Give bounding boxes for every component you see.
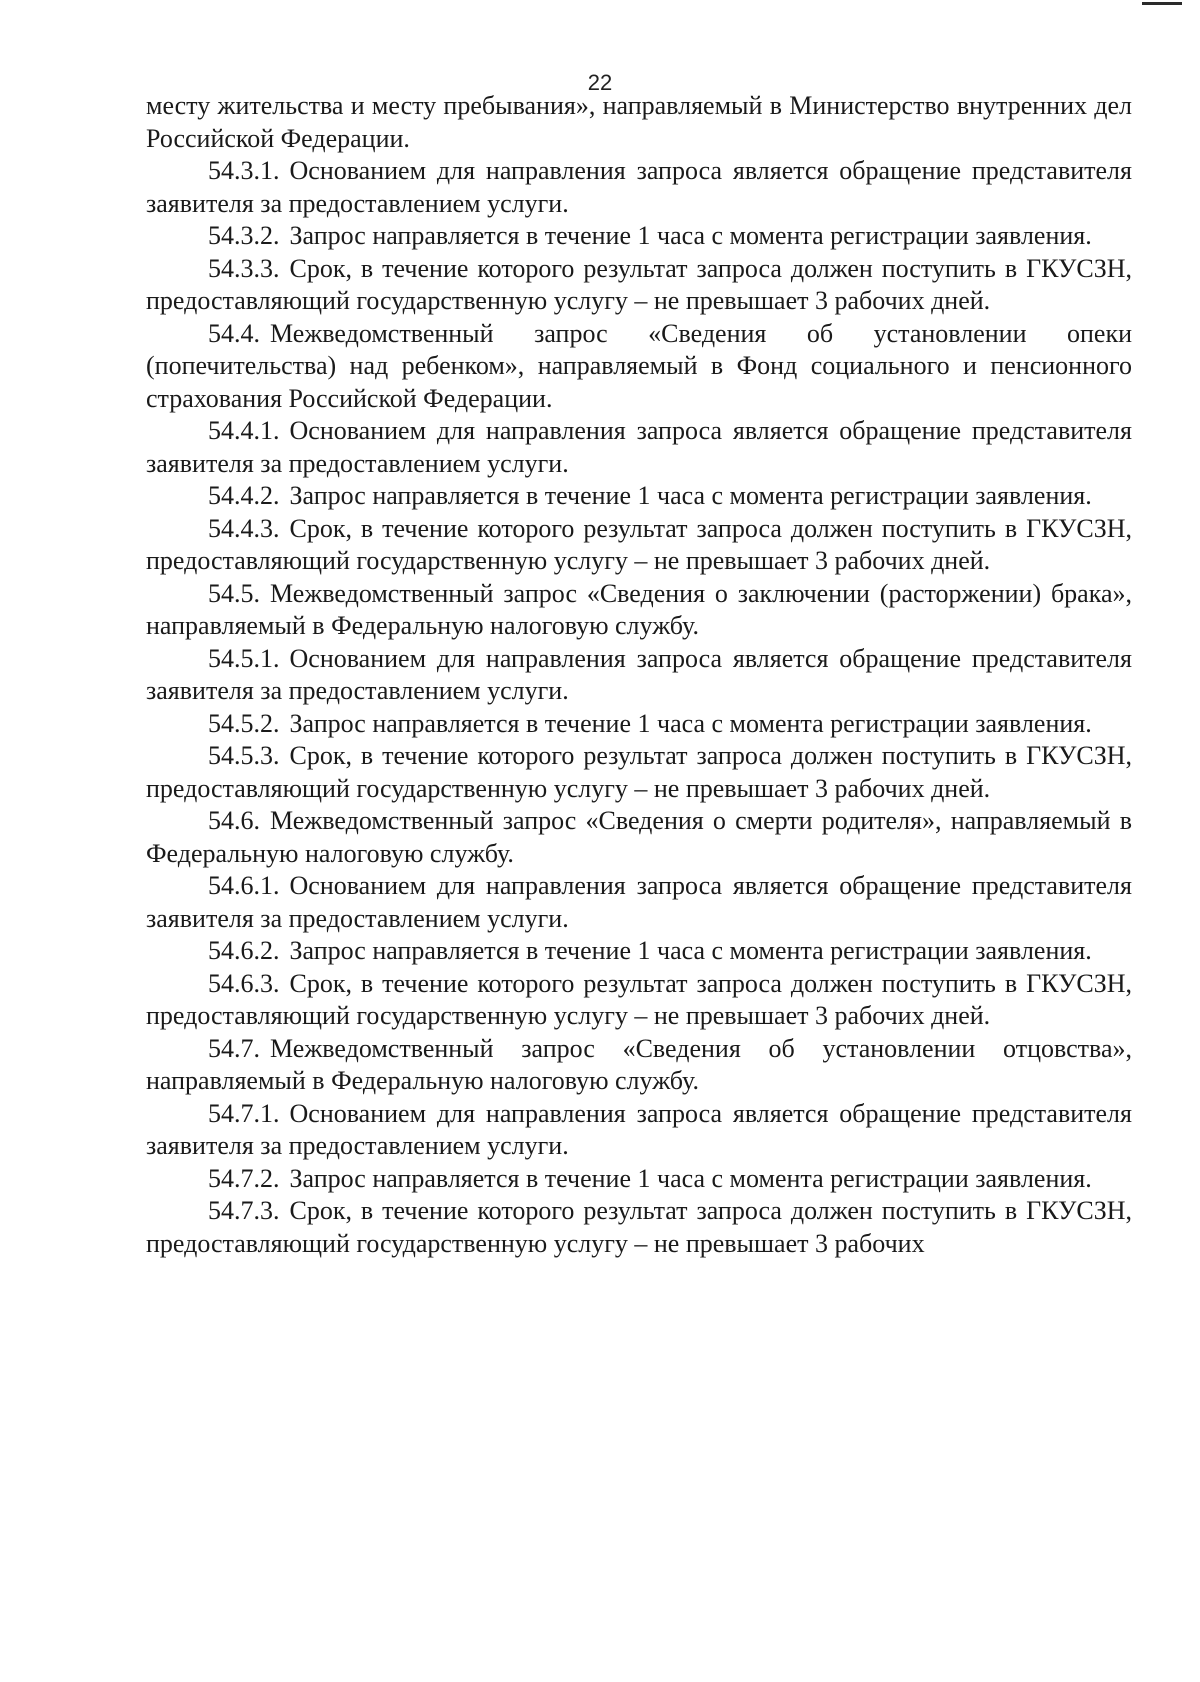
paragraph-text: Межведомственный запрос «Сведения о смерти родителя», направляемый в Федеральную налоговую службу. [146, 806, 1132, 868]
paragraph-54-7-3 [146, 1195, 1132, 1260]
paragraph-text: Запрос направляется в течение 1 часа с момента регистрации заявления. [289, 708, 1092, 738]
paragraph-54-4 [146, 318, 1132, 416]
paragraph-54-5-3 [146, 740, 1132, 805]
paragraph-text: Срок, в течение которого результат запроса должен поступить в ГКУСЗН, предоставляющий государственную услугу – не превышает 3 рабочих дней. [146, 968, 1132, 1030]
paragraph-text: Основанием для направления запроса является обращение представителя заявителя за предоставлением услуги. [146, 643, 1132, 705]
paragraph-text: Межведомственный запрос «Сведения об установлении отцовства», направляемый в Федеральную налоговую службу. [146, 1033, 1132, 1095]
page-number: 22 [587, 70, 613, 95]
clause-number: 54.6.3. [208, 968, 280, 998]
clause-number: 54.4.2. [208, 481, 280, 510]
paragraph-text: Основанием для направления запроса является обращение представителя заявителя за предоставлением услуги. [146, 1098, 1132, 1160]
paragraph-54-5-2 [146, 708, 1132, 741]
paragraph-54-4-1 [146, 415, 1132, 480]
paragraph-54-6 [146, 805, 1132, 870]
paragraph-text: Межведомственный запрос «Сведения о заключении (расторжении) брака», направляемый в Федеральную налоговую службу. [146, 578, 1132, 640]
paragraph-54-6-1 [146, 870, 1132, 935]
clause-number: 54.3.2. [208, 221, 280, 250]
paragraph-54-6-3 [146, 968, 1132, 1033]
clause-number: 54.6.1. [208, 871, 280, 900]
paragraph-text: Запрос направляется в течение 1 часа с момента регистрации заявления. [289, 481, 1092, 510]
paragraph-54-7-2 [146, 1163, 1132, 1196]
paragraph-text: Межведомственный запрос «Сведения об установлении опеки (попечительства) над ребенком», направляемый в Фонд социального и пенсионного страхования Российской Федерации. [146, 318, 1132, 413]
clause-number: 54.7.1. [208, 1098, 280, 1128]
paragraph-54-3-2 [146, 220, 1132, 253]
clause-number: 54.3.3. [208, 253, 280, 283]
paragraph-54-7-1 [146, 1098, 1132, 1163]
paragraph-text: месту жительства и месту пребывания», направляемый в Министерство внутренних дел Российской Федерации. [146, 91, 1132, 153]
paragraph-text: Основанием для направления запроса является обращение представителя заявителя за предоставлением услуги. [146, 416, 1132, 478]
paragraph-54-4-3 [146, 513, 1132, 578]
clause-number: 54.5.2. [208, 708, 280, 738]
paragraph-continuation [146, 90, 1132, 155]
clause-number: 54.3.1. [208, 156, 280, 185]
clause-number: 54.4.1. [208, 416, 280, 445]
paragraph-text: Срок, в течение которого результат запроса должен поступить в ГКУСЗН, предоставляющий государственную услугу – не превышает 3 рабочих дней. [146, 253, 1132, 315]
paragraph-text: Запрос направляется в течение 1 часа с момента регистрации заявления. [289, 1163, 1092, 1193]
paragraph-text: Запрос направляется в течение 1 часа с момента регистрации заявления. [289, 221, 1092, 250]
clause-number: 54.6.2. [208, 936, 280, 965]
paragraph-text: Срок, в течение которого результат запроса должен поступить в ГКУСЗН, предоставляющий государственную услугу – не превышает 3 рабочих дней. [146, 741, 1132, 803]
clause-number: 54.5.3. [208, 741, 280, 770]
paragraph-text: Срок, в течение которого результат запроса должен поступить в ГКУСЗН, предоставляющий государственную услугу – не превышает 3 рабочих [146, 1196, 1132, 1258]
clause-number: 54.5.1. [208, 643, 280, 673]
document-body [146, 90, 1132, 1260]
clause-number: 54.7.3. [208, 1196, 280, 1225]
scan-corner-mark [1142, 2, 1182, 5]
paragraph-54-3-1 [146, 155, 1132, 220]
paragraph-54-4-2 [146, 480, 1132, 513]
paragraph-text: Запрос направляется в течение 1 часа с момента регистрации заявления. [289, 936, 1092, 965]
paragraph-54-6-2 [146, 935, 1132, 968]
paragraph-text: Основанием для направления запроса является обращение представителя заявителя за предоставлением услуги. [146, 871, 1132, 933]
clause-number: 54.7. [208, 1033, 260, 1063]
paragraph-text: Срок, в течение которого результат запроса должен поступить в ГКУСЗН, предоставляющий государственную услугу – не превышает 3 рабочих дней. [146, 513, 1132, 575]
clause-number: 54.7.2. [208, 1163, 280, 1193]
clause-number: 54.6. [208, 806, 260, 835]
clause-number: 54.5. [208, 578, 260, 608]
paragraph-54-7 [146, 1033, 1132, 1098]
clause-number: 54.4.3. [208, 513, 280, 543]
paragraph-54-3-3 [146, 253, 1132, 318]
clause-number: 54.4. [208, 318, 260, 348]
paragraph-54-5 [146, 578, 1132, 643]
paragraph-text: Основанием для направления запроса является обращение представителя заявителя за предоставлением услуги. [146, 156, 1132, 218]
paragraph-54-5-1 [146, 643, 1132, 708]
